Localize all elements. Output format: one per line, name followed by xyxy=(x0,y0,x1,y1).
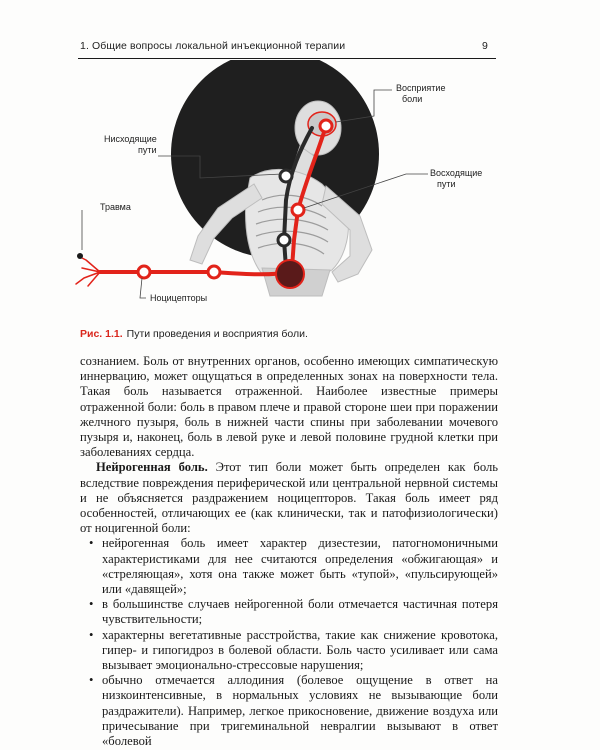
list-item: • характерны вегетативные расстройства, такие как снижение кровотока, гипер- и гипогидроз в болевой области. Боль часто усиливает или сама вызывает эмоционально-стрессовые нарушения; xyxy=(80,628,498,674)
label-ascending-line2: пути xyxy=(437,179,456,189)
page-number: 9 xyxy=(482,40,488,52)
figure-caption xyxy=(80,328,308,340)
header-divider xyxy=(78,58,496,59)
paragraph-referred-pain: сознанием. Боль от внутренних органов, особенно имеющих симпатическую иннервацию, может ощущаться в определенных зонах на поверхности тела. Такая боль называется отраженной. Наиболее известные примеры отраженной боли: боль в правом плече и правой стороне шеи при поражении желчного пузыря, боль в нижней части спины при заболевании мочевого пузыря и, наконец, боль в левой руке и левой половине грудной клетки при заболеваниях сердца. xyxy=(80,354,498,460)
running-header-title: 1. Общие вопросы локальной инъекционной терапии xyxy=(80,40,346,52)
label-perception-line1: Восприятие xyxy=(396,83,446,93)
pain-pathways-figure xyxy=(0,60,600,322)
label-nociceptors: Ноцицепторы xyxy=(150,293,208,303)
list-item: • нейрогенная боль имеет характер дизестезии, патогномоничными характеристиками для нее считаются определения «обжигающая» и «стреляющая», хотя она также может быть «тупой», «пульсирующей» или «давящей»; xyxy=(80,536,498,597)
figure-caption-text: Пути проведения и восприятия боли. xyxy=(126,328,308,340)
paragraph-neurogenic-text: Этот тип боли может быть определен как боль вследствие повреждения периферической или центральной нервной системы и не объясняется раздражением ноцицепторов. Такая боль имеет ряд особенностей, отличающих ее (как клинически, так и патофизиологически) от ноцигенной боли: xyxy=(80,460,498,536)
label-trauma: Травма xyxy=(100,202,131,212)
label-descending-line1: Нисходящие xyxy=(104,134,157,144)
label-descending-line2: пути xyxy=(138,145,157,155)
list-item: • обычно отмечается аллодиния (болевое ощущение в ответ на низкоинтенсивные, в нормальных условиях не вызывающие боли раздражители). Например, легкое прикосновение, движение воздуха или причесывание при тригеминальной невралгии вызывают в ответ «болевой xyxy=(80,673,498,749)
spinal-cord-segment xyxy=(276,260,304,288)
neurogenic-features-list xyxy=(80,536,498,749)
body-text xyxy=(80,354,498,749)
figure-number: Рис. 1.1. xyxy=(80,328,123,340)
label-ascending-line1: Восходящие xyxy=(430,168,483,178)
paragraph-neurogenic-pain xyxy=(80,460,498,536)
term-neurogenic-pain: Нейрогенная боль. xyxy=(96,460,208,475)
label-perception-line2: боли xyxy=(402,94,423,104)
list-item: • в большинстве случаев нейрогенной боли отмечается частичная потеря чувствительности; xyxy=(80,597,498,627)
